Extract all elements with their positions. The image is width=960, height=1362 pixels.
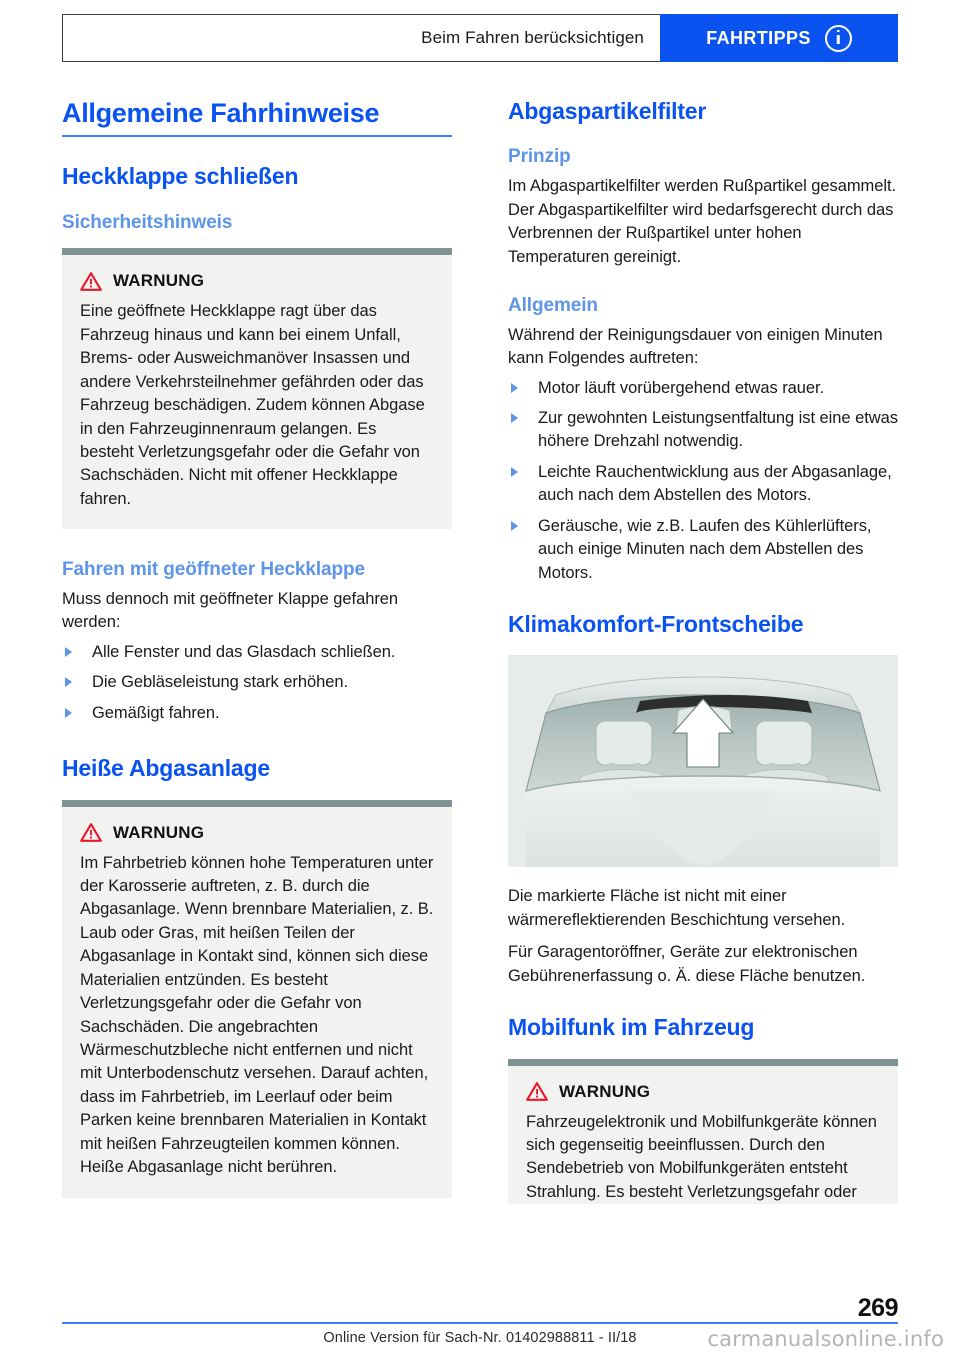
list-item-label: Motor läuft vorübergehend etwas rauer. bbox=[538, 378, 825, 397]
breadcrumb bbox=[62, 14, 660, 62]
warning-text: Eine geöffnete Heckklappe ragt über das Fahrzeug hinaus und kann bei einem Unfall, Brems- oder Ausweichmanöver Insassen und andere Verkehrsteilnehmer gefährden oder das Fahrzeug beschädigen. Zudem können Abgase in den Fahrzeuginnenraum gelangen. Es besteht Verletzungsgefahr oder die Gefahr von Sachschäden. Nicht mit offener Heckklappe fahren. bbox=[80, 302, 425, 508]
sub-heading-prinzip: Prinzip bbox=[508, 146, 571, 168]
section-heading-klimakomfort: Klimakomfort-Frontscheibe bbox=[508, 610, 804, 637]
list-item-label: Gemäßigt fahren. bbox=[92, 703, 220, 722]
running-header bbox=[62, 14, 898, 62]
warning-text: Im Fahrbetrieb können hohe Temperaturen unter der Karosserie auftreten, z. B. durch die Abgasanlage. Wenn brennbare Materialien, z. B. Laub oder Gras, mit heißen Teilen der Abgasanlage in Kontakt sind, können sich diese Materialien entzünden. Es besteht Verletzungsgefahr oder die Gefahr von Sachschäden. Die angebrachten Wärmeschutzbleche nicht entfernen und nicht mit Unterbodenschutz versehen. Darauf achten, dass im Fahrbetrieb, im Leerlauf oder beim Parken keine brennbaren Materialien in Kontakt mit heißen Fahrzeugteilen kommen können. Heiße Abgasanlage nicht berühren. bbox=[80, 853, 434, 1177]
windshield-illustration bbox=[508, 655, 898, 867]
warning-header bbox=[80, 271, 434, 291]
allgemein-text: Während der Reinigungsdauer von einigen Minuten kann Folgendes auftreten: bbox=[508, 325, 883, 368]
section-heading-abgasanlage: Heiße Abgasanlage bbox=[62, 755, 270, 782]
warning-label: WARNUNG bbox=[113, 271, 205, 291]
warning-label: WARNUNG bbox=[559, 1081, 651, 1101]
list-item bbox=[62, 641, 452, 664]
sub-heading-fahren-geoeffnet: Fahren mit geöffneter Heckklappe bbox=[62, 559, 365, 581]
figure-text-2: Für Garagentoröffner, Geräte zur elektronischen Gebührenerfassung o. Ä. diese Fläche benutzen. bbox=[508, 943, 866, 985]
list-item-label: Alle Fenster und das Glasdach schließen. bbox=[92, 642, 396, 661]
list-item bbox=[508, 377, 898, 400]
footer-note: Online Version für Sach-Nr. 01402988811 - II/18 bbox=[323, 1330, 637, 1346]
list-item bbox=[508, 515, 898, 585]
bullet-list-fahren bbox=[62, 641, 452, 725]
left-column bbox=[62, 98, 452, 1204]
warning-triangle-icon bbox=[80, 823, 102, 842]
list-item bbox=[508, 407, 898, 454]
list-item bbox=[62, 671, 452, 694]
list-item bbox=[508, 461, 898, 508]
chapter-heading: Allgemeine Fahrhinweise bbox=[62, 98, 452, 137]
triangle-bullet-icon bbox=[511, 467, 518, 477]
sub-heading-allgemein: Allgemein bbox=[508, 294, 598, 316]
breadcrumb-label: Beim Fahren berücksichtigen bbox=[421, 28, 644, 47]
section-heading-heckklappe: Heckklappe schließen bbox=[62, 163, 299, 190]
prinzip-text: Im Abgaspartikelfilter werden Rußpartikel gesammelt. Der Abgaspartikelfilter wird bedarfsgerecht durch das Verbrennen der Rußpartikel unter hohen Temperaturen gereinigt. bbox=[508, 177, 897, 266]
chapter-tab[interactable] bbox=[660, 14, 898, 62]
list-item-label: Geräusche, wie z.B. Laufen des Kühlerlüfters, auch einige Minuten nach dem Abstellen des Motors. bbox=[538, 516, 872, 582]
warning-box-abgasanlage bbox=[62, 800, 452, 1198]
warning-header bbox=[526, 1082, 880, 1102]
section-heading-abgaspartikelfilter: Abgaspartikelfilter bbox=[508, 98, 707, 124]
triangle-bullet-icon bbox=[511, 521, 518, 531]
list-item-label: Leichte Rauchentwicklung aus der Abgasanlage, auch nach dem Abstellen des Motors. bbox=[538, 462, 892, 505]
list-item-label: Die Gebläseleistung stark erhöhen. bbox=[92, 673, 349, 692]
warning-box-mobilfunk bbox=[508, 1059, 898, 1205]
page-columns bbox=[62, 98, 898, 1204]
warning-text: Fahrzeugelektronik und Mobilfunkgeräte können sich gegenseitig beeinflussen. Durch den Sendebetrieb von Mobilfunkgeräten entsteht Strahlung. Es besteht Verletzungsgefahr oder bbox=[526, 1112, 877, 1201]
warning-header bbox=[80, 823, 434, 843]
page-number: 269 bbox=[857, 1294, 898, 1322]
bullet-list-allgemein bbox=[508, 377, 898, 585]
watermark: carmanualsonline.info bbox=[707, 1327, 944, 1351]
info-circle-icon bbox=[825, 25, 852, 52]
intro-text: Muss dennoch mit geöffneter Klappe gefahren werden: bbox=[62, 590, 399, 632]
triangle-bullet-icon bbox=[65, 708, 72, 718]
warning-triangle-icon bbox=[80, 272, 102, 291]
triangle-bullet-icon bbox=[65, 677, 72, 687]
triangle-bullet-icon bbox=[511, 383, 518, 393]
warning-box-heckklappe bbox=[62, 248, 452, 529]
figure-text-1: Die markierte Fläche ist nicht mit einer wärmereflektierenden Beschichtung versehen. bbox=[508, 887, 846, 929]
section-heading-mobilfunk: Mobilfunk im Fahrzeug bbox=[508, 1014, 755, 1041]
right-column bbox=[508, 98, 898, 1204]
footer-rule bbox=[62, 1322, 898, 1324]
warning-triangle-icon bbox=[526, 1082, 548, 1101]
triangle-bullet-icon bbox=[511, 413, 518, 423]
list-item-label: Zur gewohnten Leistungsentfaltung ist eine etwas höhere Drehzahl notwendig. bbox=[538, 408, 898, 451]
warning-label: WARNUNG bbox=[113, 822, 205, 842]
triangle-bullet-icon bbox=[65, 647, 72, 657]
list-item bbox=[62, 702, 452, 725]
sub-heading-sicherheitshinweis: Sicherheitshinweis bbox=[62, 211, 233, 233]
chapter-tab-label: FAHRTIPPS bbox=[706, 27, 811, 48]
